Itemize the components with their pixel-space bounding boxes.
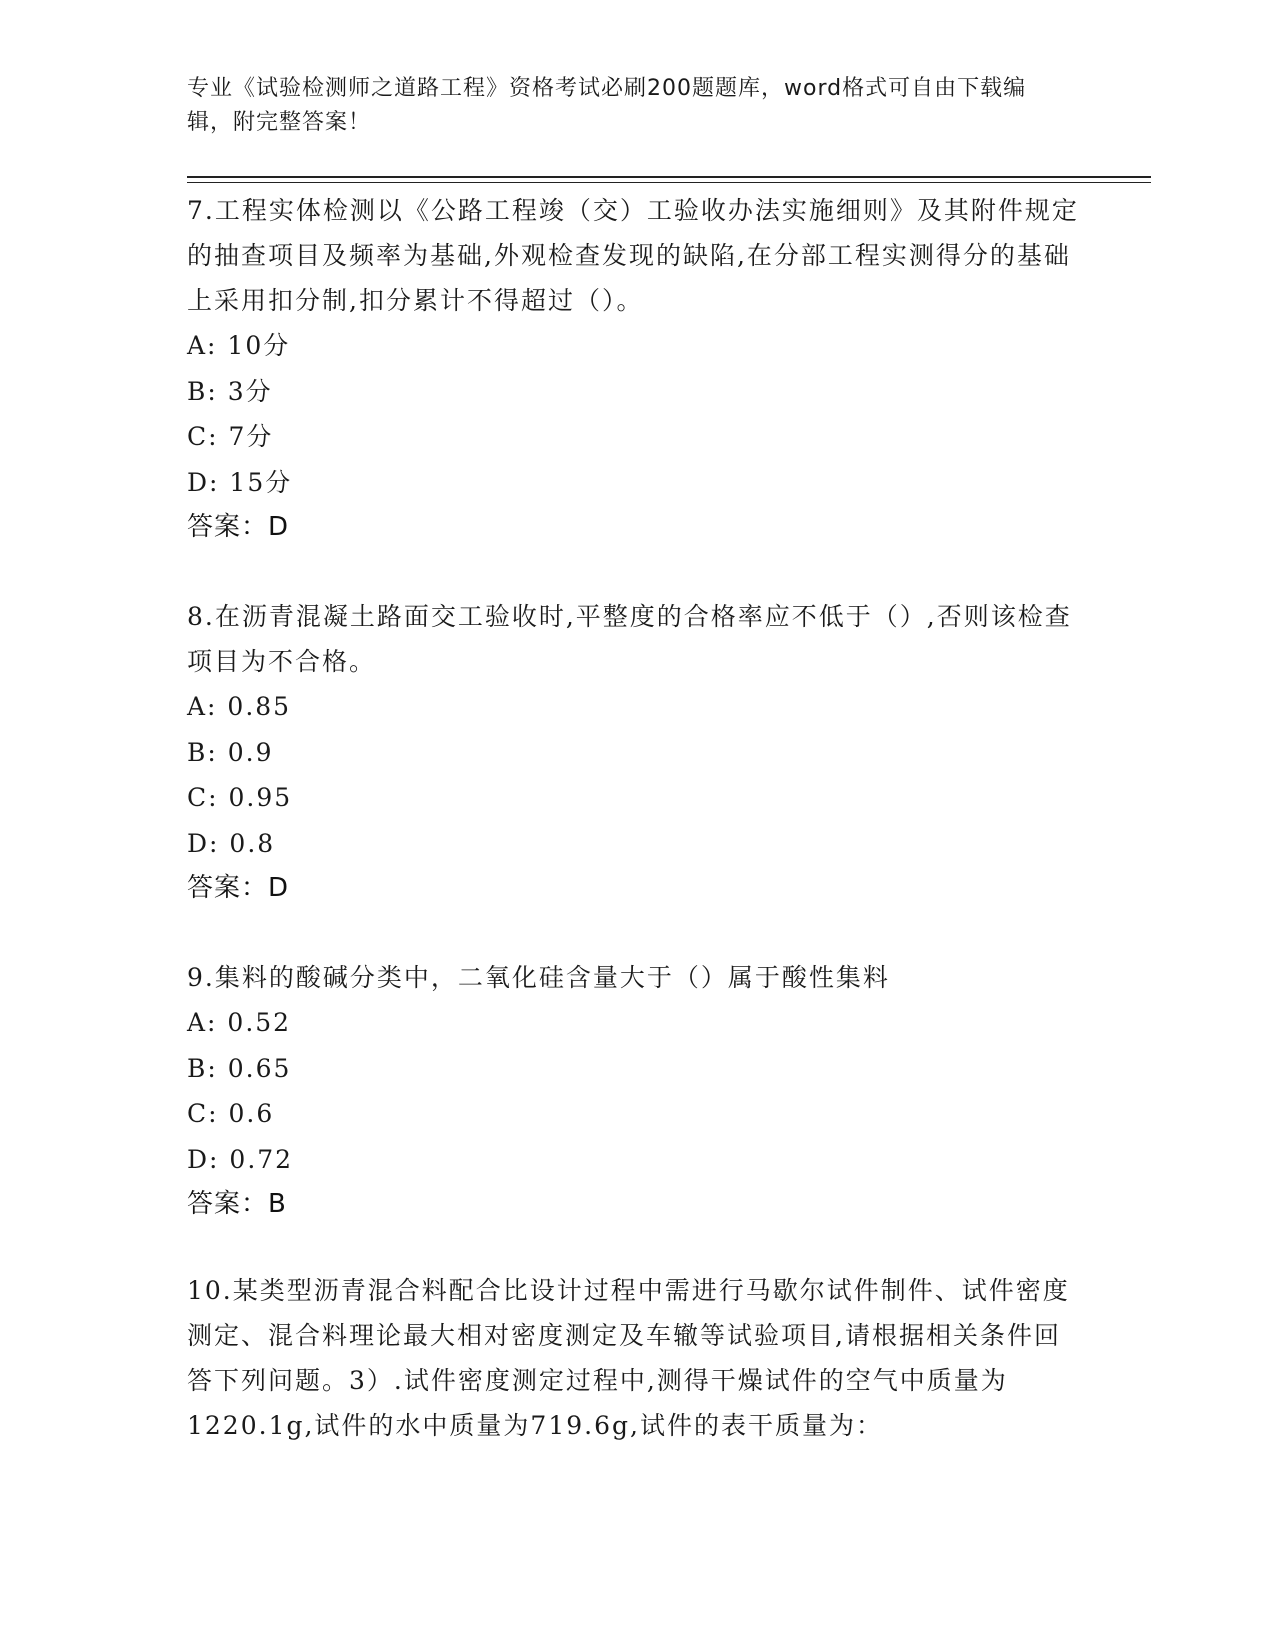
question-stem: 7.工程实体检测以《公路工程竣（交）工验收办法实施细则》及其附件规定的抽查项目及频率为基础,外观检查发现的缺陷,在分部工程实测得分的基础上采用扣分制,扣分累计不得超过（）。 (187, 196, 1079, 315)
document-header: 专业《试验检测师之道路工程》资格考试必刷200题题库，word格式可自由下载编辑，附完整答案！ (187, 76, 1027, 135)
option-d: D: 0.8 (187, 828, 276, 858)
option-c: C: 0.95 (187, 783, 293, 812)
option-b: B: 0.9 (187, 737, 274, 767)
question-stem: 8.在沥青混凝土路面交工验收时,平整度的合格率应不低于（）,否则该检查项目为不合格。 (187, 602, 1072, 676)
option-c: C: 7分 (187, 422, 274, 451)
question-7 (187, 188, 1087, 549)
option-b: B: 0.65 (187, 1053, 292, 1083)
question-9 (187, 955, 1087, 1226)
header-divider-thick (187, 176, 1151, 178)
header-divider-thin (187, 182, 1151, 183)
question-8 (187, 594, 1087, 910)
answer: 答案：D (187, 873, 290, 903)
option-b: B: 3分 (187, 376, 273, 406)
question-list (187, 188, 1087, 1448)
option-a: A: 10分 (187, 331, 291, 360)
option-d: D: 15分 (187, 467, 293, 497)
question-stem: 9.集料的酸碱分类中，二氧化硅含量大于（）属于酸性集料 (187, 963, 890, 992)
answer: 答案：D (187, 512, 290, 542)
answer: 答案：B (187, 1189, 287, 1219)
option-d: D: 0.72 (187, 1144, 294, 1174)
question-stem: 10.某类型沥青混合料配合比设计过程中需进行马歇尔试件制件、试件密度测定、混合料理论最大相对密度测定及车辙等试验项目,请根据相关条件回答下列问题。3）.试件密度测定过程中,测得干燥试件的空气中质量为1220.1g,试件的水中质量为719.6g,试件的表干质量为： (187, 1276, 1070, 1440)
option-c: C: 0.6 (187, 1099, 275, 1128)
option-a: A: 0.52 (187, 1008, 292, 1037)
question-10 (187, 1268, 1087, 1448)
option-a: A: 0.85 (187, 692, 292, 721)
